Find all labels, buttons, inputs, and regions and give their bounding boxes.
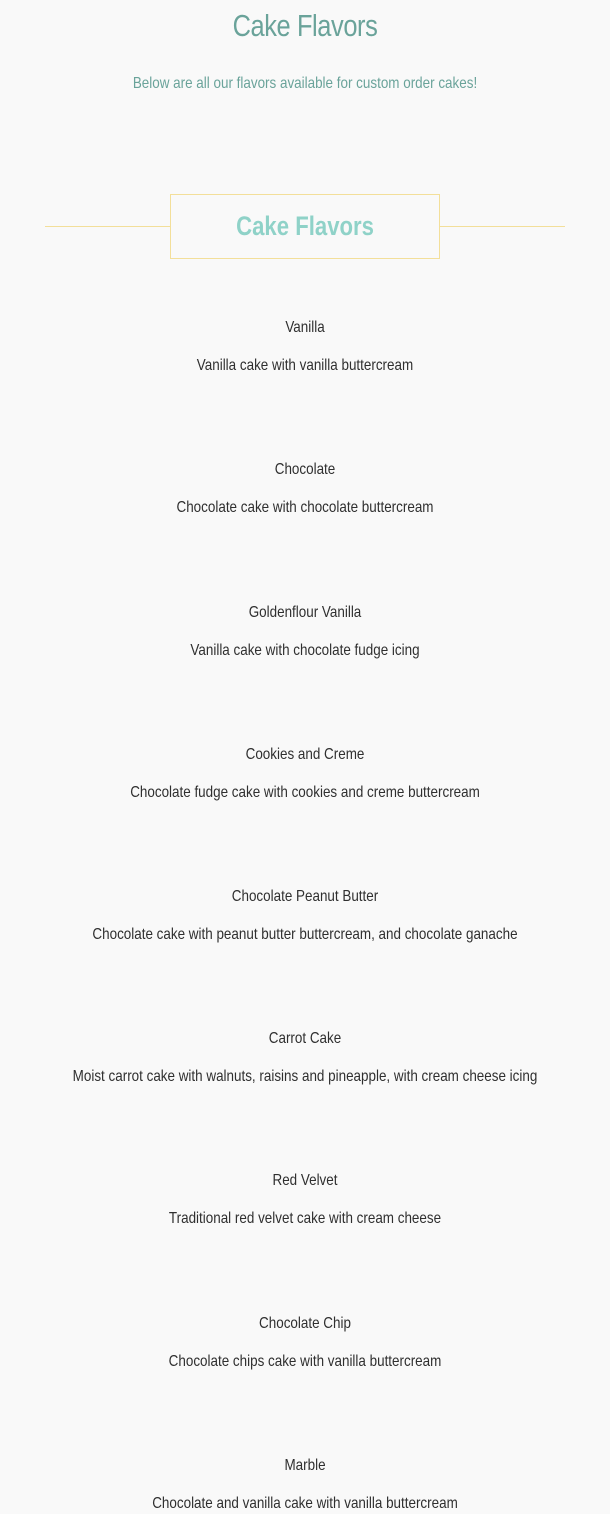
- flavor-name: Chocolate: [274, 461, 336, 478]
- flavor-item-goldenflour-vanilla: [0, 603, 610, 661]
- section-divider-right: [440, 226, 565, 227]
- flavor-name: Carrot Cake: [268, 1030, 342, 1047]
- flavor-item-vanilla: [0, 318, 610, 376]
- section-title: Cake Flavors: [236, 211, 374, 241]
- flavor-description: Vanilla cake with vanilla buttercream: [196, 357, 414, 374]
- page-title: Cake Flavors: [232, 8, 378, 43]
- flavor-name: Chocolate Peanut Butter: [231, 888, 379, 905]
- flavor-item-chocolate: [0, 460, 610, 518]
- flavor-description: Chocolate and vanilla cake with vanilla buttercream: [152, 1495, 458, 1512]
- page-subtitle: Below are all our flavors available for custom order cakes!: [132, 75, 478, 92]
- flavor-name: Goldenflour Vanilla: [248, 604, 362, 621]
- flavor-item-carrot-cake: [0, 1029, 610, 1087]
- flavor-name: Vanilla: [285, 319, 325, 336]
- flavor-item-chocolate-chip: [0, 1314, 610, 1372]
- flavor-description: Moist carrot cake with walnuts, raisins and pineapple, with cream cheese icing: [72, 1068, 538, 1085]
- flavor-description: Chocolate chips cake with vanilla buttercream: [168, 1353, 442, 1370]
- flavor-description: Chocolate cake with peanut butter buttercream, and chocolate ganache: [92, 926, 518, 943]
- section-divider-left: [45, 226, 170, 227]
- flavor-description: Vanilla cake with chocolate fudge icing: [190, 642, 420, 659]
- flavor-name: Red Velvet: [272, 1172, 338, 1189]
- flavor-name: Cookies and Creme: [245, 746, 365, 763]
- flavor-description: Chocolate fudge cake with cookies and creme buttercream: [130, 784, 480, 801]
- flavor-description: Chocolate cake with chocolate buttercream: [176, 499, 434, 516]
- flavor-name: Chocolate Chip: [259, 1315, 351, 1332]
- section-title-box: [170, 194, 440, 259]
- flavor-description: Traditional red velvet cake with cream cheese: [168, 1210, 442, 1227]
- flavor-item-cookies-and-creme: [0, 745, 610, 803]
- flavor-item-red-velvet: [0, 1171, 610, 1229]
- flavor-item-chocolate-peanut-butter: [0, 887, 610, 945]
- flavor-item-marble: [0, 1456, 610, 1514]
- flavor-name: Marble: [284, 1457, 326, 1474]
